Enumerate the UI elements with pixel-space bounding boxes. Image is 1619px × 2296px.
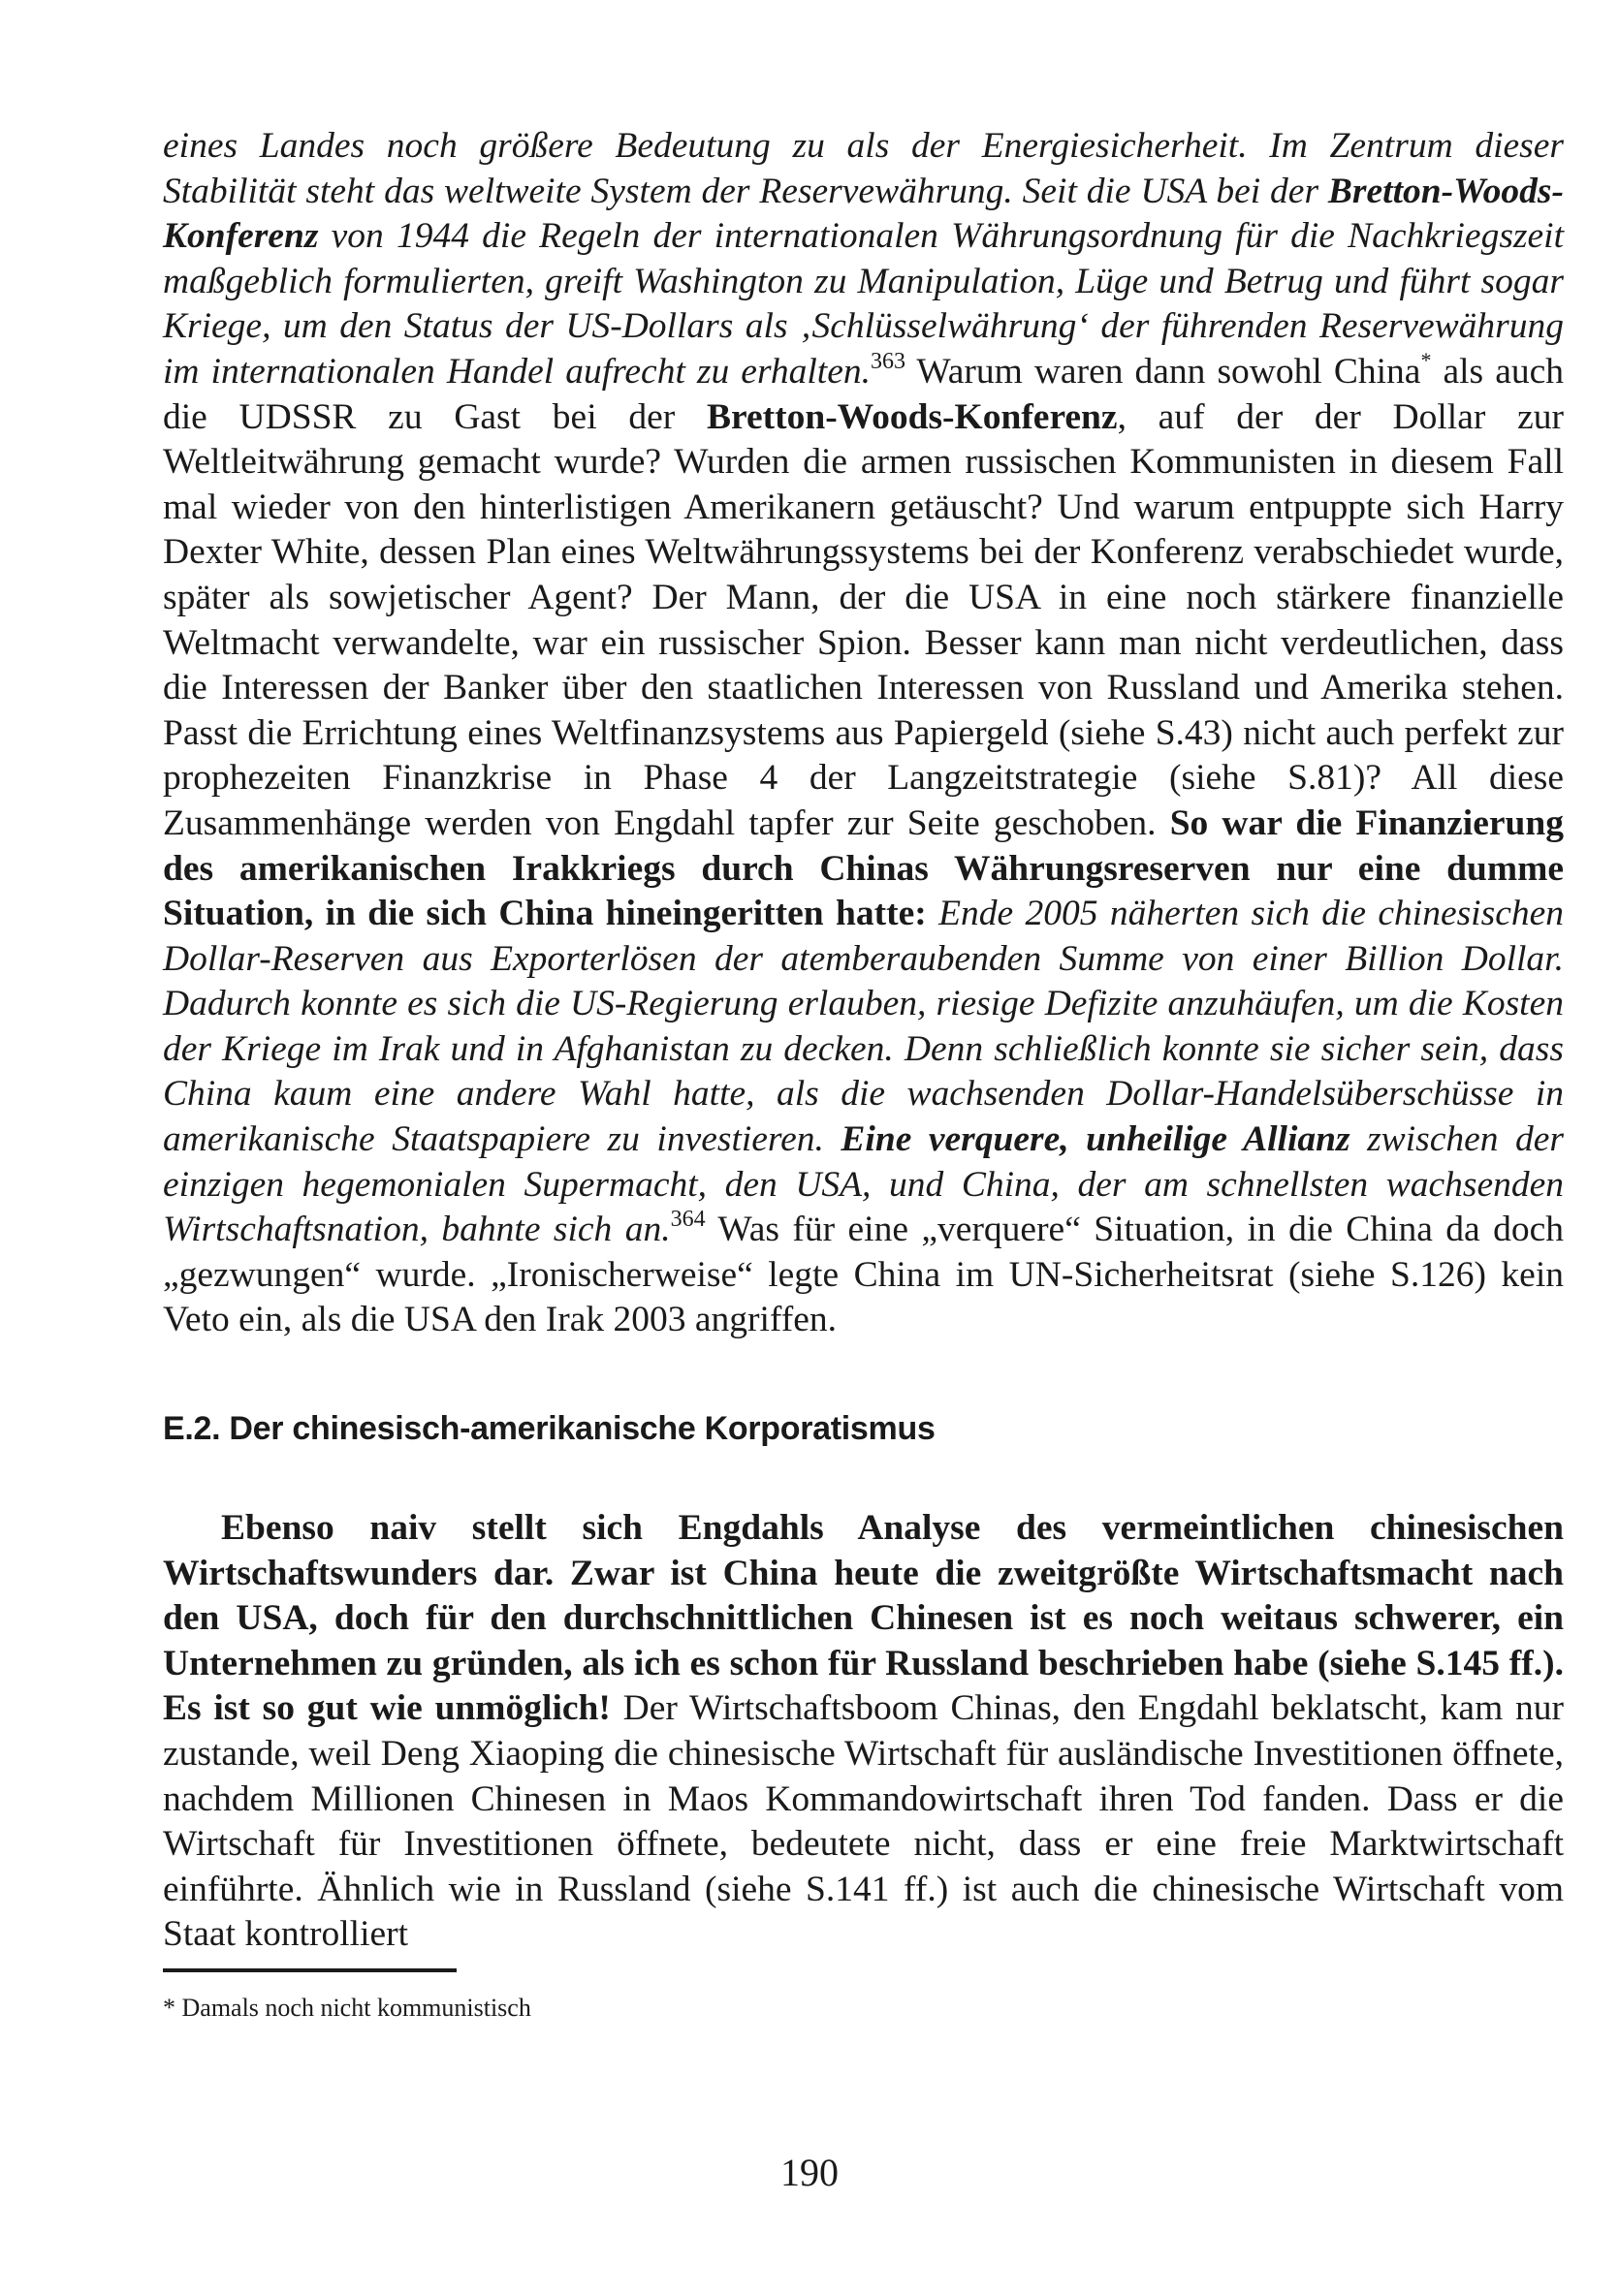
footnote-ref-364: 364 — [670, 1207, 706, 1233]
quote-text: Ende 2005 näherten sich die chinesischen Dollar-Reserven aus Exporterlösen der atemberaubenden Summe von einer Billion Dollar. Dadurch konnte es sich die US-Regierung erlauben, riesige Defizite anzuhäufen, um die Kosten der Kriege im Irak und in Afghanistan zu decken. Denn schließlich konnte sie sicher sein, dass China kaum eine andere Wahl hatte, als die wachsenden Dollar-Handelsüberschüsse in amerikanische Staatspapiere zu investieren. — [163, 894, 1564, 1160]
body-text: als auch die UDSSR zu Gast bei der — [163, 351, 1564, 437]
quote-text: eines Landes noch größere Bedeutung zu als der Energiesicherheit. Im Zentrum dieser Stabilität steht das weltweite System der Reservewährung. Seit die USA bei der — [163, 126, 1564, 211]
emphasis-iraq-war-financing: So war die Finanzierung des amerikanischen Irakkriegs durch Chinas Währungsreserven nur eine dumme Situation, in die sich China hineingeritten hatte: — [163, 802, 1564, 934]
footnote-ref-363: 363 — [870, 348, 905, 374]
body-paragraph-1 — [163, 124, 1564, 1343]
emphasis-unholy-alliance: Eine verquere, unheilige Allianz — [841, 1119, 1350, 1160]
emphasis-bretton-woods-conference: Bretton-Woods-Konferenz — [706, 396, 1118, 437]
quote-text: von 1944 die Regeln der internationalen Währungsordnung für die Nachkriegszeit maßgeblich formulierten, greift Washington zu Manipulation, Lüge und Betrug und führt sogar Kriege, um den Status der US-Dollars als ‚Schlüsselwährung‘ der führenden Reservewährung im internationalen Handel aufrecht zu erhalten. — [163, 216, 1564, 392]
emphasis-bretton-woods: Bretton-Woods-Konferenz — [163, 171, 1564, 257]
book-page — [163, 124, 1564, 2023]
footnote: * Damals noch nicht kommunistisch — [163, 1993, 531, 2022]
body-text: Der Wirtschaftsboom Chinas, den Engdahl beklatscht, kam nur zustande, weil Deng Xiaoping die chinesische Wirtschaft für ausländische Investitionen öffnete, nachdem Millionen Chinesen in Maos Kommandowirtschaft ihren Tod fanden. Dass er die Wirtschaft für Investitionen öffnete, bedeutete nicht, dass er eine freie Marktwirtschaft einführte. Ähnlich wie in Russland (siehe S.141 ff.) ist auch die chinesische Wirtschaft vom Staat kontrolliert — [163, 1688, 1565, 1955]
section-heading: E.2. Der chinesisch-amerikanische Korporatismus — [163, 1410, 936, 1448]
page-number: 190 — [780, 2151, 839, 2194]
body-text: , auf der der Dollar zur Weltleitwährung gemacht wurde? Wurden die armen russischen Kommunisten in diesem Fall mal wieder von den hinterlistigen Amerikanern getäuscht? Und warum entpuppte sich Harry Dexter White, dessen Plan eines Weltwährungssystems bei der Konferenz verabschiedet wurde, später als sowjetischer Agent? Der Mann, der die USA in eine noch stärkere finanzielle Weltmacht verwandelte, war ein russischer Spion. Besser kann man nicht verdeutlichen, dass die Interessen der Banker über den staatlichen Interessen von Russland und Amerika stehen. Passt die Errichtung eines Weltfinanzsystems aus Papiergeld (siehe S.43) nicht auch perfekt zur prophezeiten Finanzkrise in Phase 4 der Langzeitstrategie (siehe S.81)? All diese Zusammenhänge werden von Engdahl tapfer zur Seite geschoben. — [163, 396, 1564, 843]
quote-text: zwischen der einzigen hegemonialen Supermacht, den USA, und China, der am schnellsten wachsenden Wirtschaftsnation, bahnte sich an. — [163, 1119, 1564, 1250]
body-text: Warum waren dann sowohl China — [905, 351, 1421, 392]
body-paragraph-2 — [163, 1506, 1564, 1958]
emphasis-intro: Ebenso naiv stellt sich Engdahls Analyse des vermeintlichen chinesischen Wirtschaftswunders dar. Zwar ist China heute die zweitgrößte Wirtschaftsmacht nach den USA, doch für den durchschnittlichen Chinesen ist es noch weitaus schwerer, ein Unternehmen zu gründen, als ich es schon für Russland beschrieben habe (siehe S.145 ff.). Es ist so gut wie unmöglich! — [163, 1508, 1564, 1729]
body-text: Was für eine „verquere“ Situation, in die China da doch „gezwungen“ wurde. „Ironischerweise“ legte China im UN-Sicherheitsrat (siehe S.126) kein Veto ein, als die USA den Irak 2003 angriffen. — [163, 1210, 1565, 1340]
footnote-divider — [163, 1968, 457, 1972]
footnote-marker-asterisk: * — [1420, 347, 1432, 372]
